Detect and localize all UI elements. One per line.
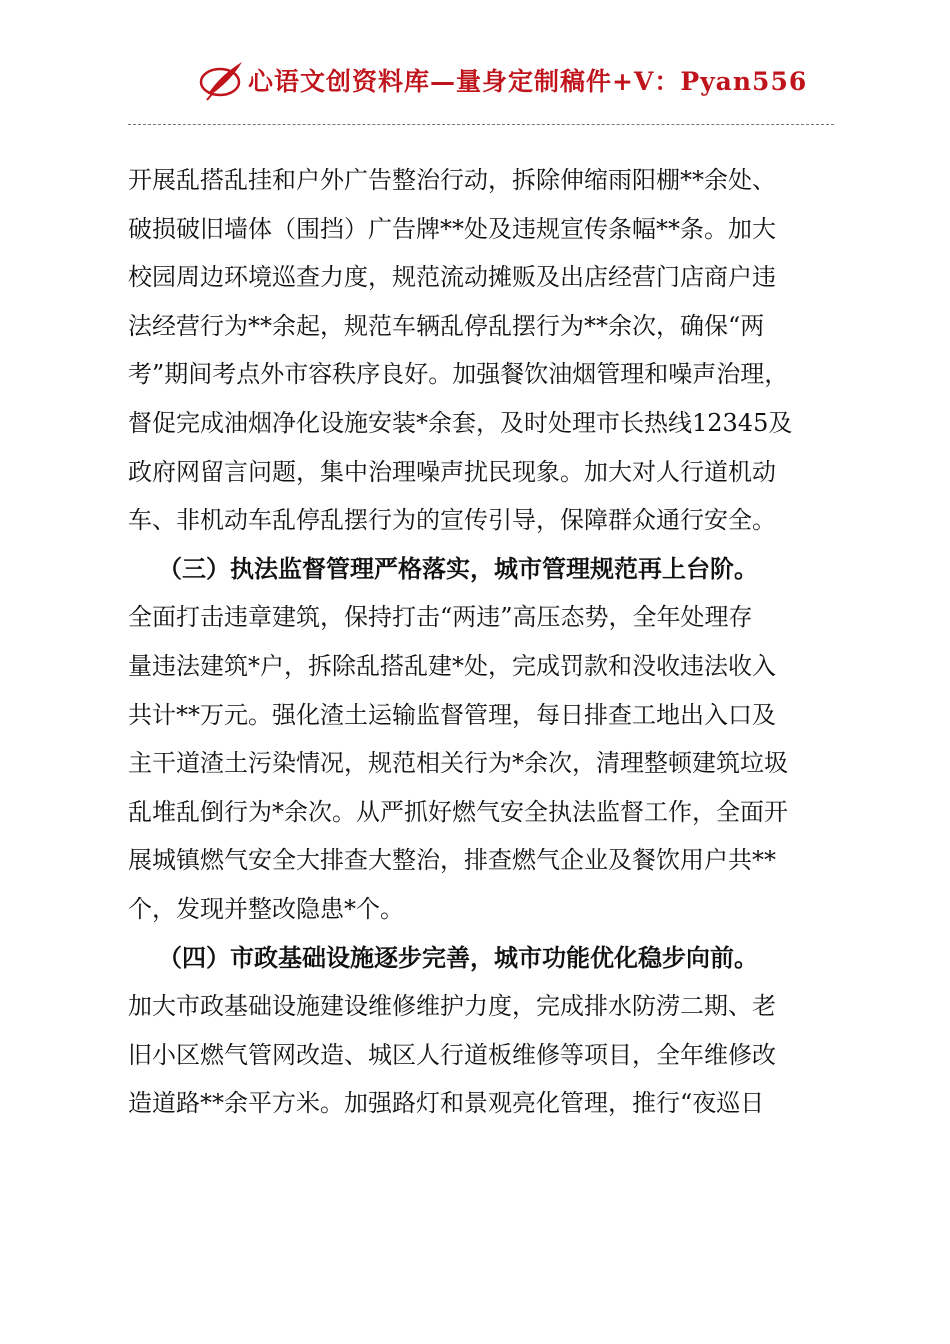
paragraph-line: 个，发现并整改隐患*个。 (128, 894, 404, 923)
quill-pen-logo-icon (198, 58, 246, 102)
paragraph-line: 全面打击违章建筑，保持打击“两违”高压态势，全年处理存 (128, 603, 753, 632)
paragraph-line: 车、非机动车乱停乱摆行为的宣传引导，保障群众通行安全。 (128, 506, 776, 535)
paragraph-line: 开展乱搭乱挂和户外广告整治行动，拆除伸缩雨阳棚**余处、 (128, 166, 776, 194)
paragraph-line: 破损破旧墙体（围挡）广告牌**处及违规宣传条幅**条。加大 (128, 214, 776, 243)
paragraph-line: 法经营行为**余起，规范车辆乱停乱摆行为**余次，确保“两 (128, 311, 765, 340)
section-heading: （四）市政基础设施逐步完善，城市功能优化稳步向前。 (158, 942, 758, 972)
header-divider (128, 124, 834, 125)
paragraph-line: 造道路**余平方米。加强路灯和景观亮化管理，推行“夜巡日 (128, 1089, 765, 1118)
paragraph-line: 主干道渣土污染情况，规范相关行为*余次，清理整顿建筑垃圾 (128, 749, 788, 778)
paragraph-line: 共计**万元。强化渣土运输监督管理，每日排查工地出入口及 (128, 700, 776, 729)
paragraph-line: 展城镇燃气安全大排查大整治，排查燃气企业及餐饮用户共** (128, 846, 776, 875)
document-body (128, 156, 834, 1128)
page-header (0, 56, 950, 104)
paragraph-line: 旧小区燃气管网改造、城区人行道板维修等项目，全年维修改 (128, 1040, 776, 1069)
paragraph-line: 校园周边环境巡查力度，规范流动摊贩及出店经营门店商户违 (128, 263, 776, 292)
header-title: 心语文创资料库—量身定制稿件+V：Pyan556 (248, 67, 808, 96)
paragraph-line: 量违法建筑*户，拆除乱搭乱建*处，完成罚款和没收违法收入 (128, 651, 776, 680)
paragraph-line: 加大市政基础设施建设维修维护力度，完成排水防涝二期、老 (128, 992, 776, 1021)
paragraph-line: 督促完成油烟净化设施安装*余套，及时处理市长热线12345及 (128, 408, 793, 437)
paragraph-line: 考”期间考点外市容秩序良好。加强餐饮油烟管理和噪声治理， (128, 360, 789, 389)
paragraph-line: 乱堆乱倒行为*余次。从严抓好燃气安全执法监督工作，全面开 (128, 797, 788, 826)
paragraph-line: 政府网留言问题，集中治理噪声扰民现象。加大对人行道机动 (128, 457, 776, 486)
section-heading: （三）执法监督管理严格落实，城市管理规范再上台阶。 (158, 553, 758, 583)
